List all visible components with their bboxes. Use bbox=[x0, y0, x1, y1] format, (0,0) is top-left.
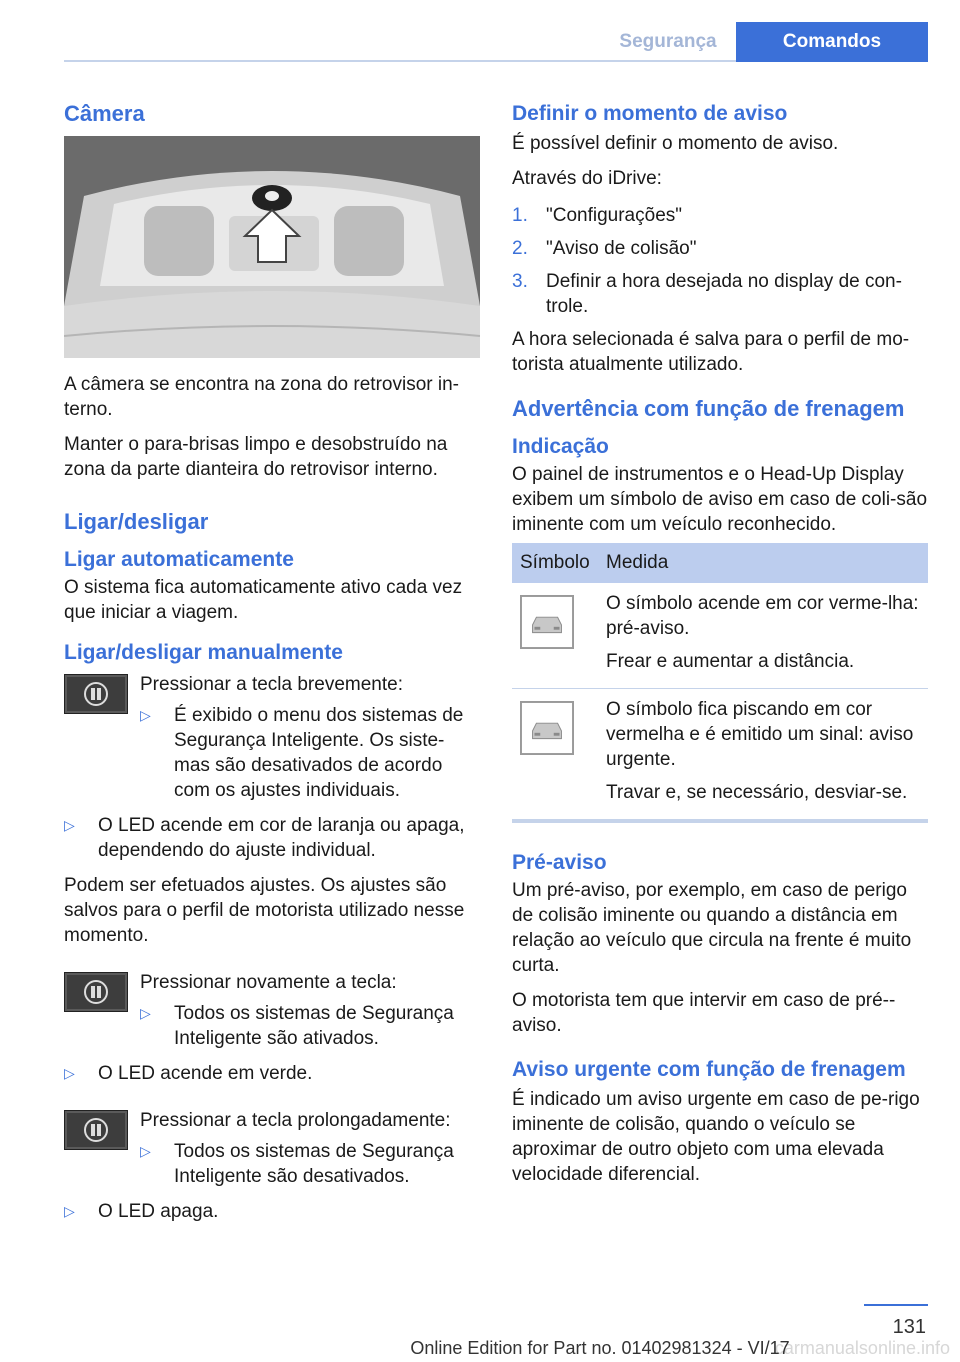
edition-note: Online Edition for Part no. 01402981324 - VI/17 bbox=[410, 1338, 790, 1358]
step-text: "Configurações" bbox=[546, 205, 683, 226]
press-short-label: Pressionar a tecla brevemente: bbox=[140, 674, 403, 695]
prewarn-heading: Pré-aviso bbox=[512, 851, 607, 874]
list-item bbox=[64, 813, 480, 863]
prewarn-paragraph-1: Um pré-aviso, por exemplo, em caso de perigo de colisão iminente ou quando a distância em relação ao veículo que circula na frente é muito curta. bbox=[512, 880, 912, 976]
list-item bbox=[512, 269, 928, 319]
led-green-note: O LED acende em verde. bbox=[98, 1063, 313, 1084]
settings-paragraph: Podem ser efetuados ajustes. Os ajustes são salvos para o perfil de motorista utilizado nesse momento. bbox=[64, 875, 465, 946]
table-end-rule bbox=[512, 819, 928, 823]
driver-assist-button-icon bbox=[64, 674, 128, 714]
table-header-measure: Medida bbox=[606, 552, 669, 573]
list-item bbox=[512, 203, 928, 228]
led-orange-note: O LED acende em cor de laranja ou apaga, dependendo do ajuste individual. bbox=[98, 815, 465, 861]
symbol-row-2-line-1: O símbolo fica piscando em cor vermelha e é emitido um sinal: aviso urgente. bbox=[606, 699, 914, 770]
page-number: 131 bbox=[892, 1316, 926, 1338]
list-item bbox=[64, 1061, 480, 1086]
step-number: 2. bbox=[512, 238, 528, 259]
triangle-right-icon: ▷ bbox=[64, 1065, 75, 1081]
table-header-symbol: Símbolo bbox=[520, 552, 590, 573]
press-short-block bbox=[64, 672, 480, 813]
triangle-right-icon: ▷ bbox=[140, 1143, 151, 1159]
manual-heading: Ligar/desligar manualmente bbox=[64, 641, 343, 664]
driver-assist-button-icon bbox=[64, 1110, 128, 1150]
camera-location-illustration bbox=[64, 136, 480, 358]
header-tab-chapter[interactable]: Comandos bbox=[736, 22, 928, 62]
led-off-note: O LED apaga. bbox=[98, 1201, 219, 1222]
prewarn-paragraph-2: O motorista tem que intervir em caso de pré--aviso. bbox=[512, 990, 896, 1036]
press-again-label: Pressionar novamente a tecla: bbox=[140, 972, 397, 993]
list-item bbox=[140, 1001, 480, 1051]
press-again-result: Todos os sistemas de Segurança Inteligente são ativados. bbox=[174, 1003, 454, 1049]
list-item bbox=[140, 703, 480, 803]
indication-paragraph: O painel de instrumentos e o Head-Up Display exibem um símbolo de aviso em caso de coli-são iminente com um veículo reconhecido. bbox=[512, 464, 928, 535]
press-long-label: Pressionar a tecla prolongadamente: bbox=[140, 1110, 451, 1131]
step-number: 3. bbox=[512, 271, 528, 292]
step-number: 1. bbox=[512, 205, 528, 226]
symbol-row-1-line-1: O símbolo acende em cor verme-lha: pré-aviso. bbox=[606, 593, 919, 639]
indication-heading: Indicação bbox=[512, 435, 609, 458]
right-column bbox=[512, 100, 928, 1197]
list-item bbox=[64, 1199, 480, 1224]
triangle-right-icon: ▷ bbox=[140, 707, 151, 723]
watermark: carmanualsonline.info bbox=[774, 1338, 950, 1358]
symbol-row-2-line-2: Travar e, se necessário, desviar-se. bbox=[606, 782, 908, 803]
via-idrive-label: Através do iDrive: bbox=[512, 168, 662, 189]
car-warning-symbol-icon bbox=[520, 701, 574, 755]
triangle-right-icon: ▷ bbox=[64, 1203, 75, 1219]
urgent-paragraph: É indicado um aviso urgente em caso de pe-rigo iminente de colisão, quando o veículo se aproximar de outro objeto com uma elevada velocidade diferencial. bbox=[512, 1089, 920, 1185]
camera-paragraph-2: Manter o para-brisas limpo e desobstruído na zona da parte dianteira do retrovisor interno. bbox=[64, 434, 448, 480]
press-long-block bbox=[64, 1108, 480, 1199]
table-header bbox=[512, 543, 928, 583]
car-warning-symbol-icon bbox=[520, 595, 574, 649]
list-item bbox=[140, 1139, 480, 1189]
step-text: Definir a hora desejada no display de con-trole. bbox=[546, 271, 902, 317]
triangle-right-icon: ▷ bbox=[140, 1005, 151, 1021]
step-text: "Aviso de colisão" bbox=[546, 238, 697, 259]
left-column bbox=[64, 100, 480, 1234]
table-row bbox=[512, 583, 928, 689]
brake-warning-heading: Advertência com função de frenagem bbox=[512, 396, 905, 421]
urgent-heading: Aviso urgente com função de frenagem bbox=[512, 1058, 906, 1081]
camera-heading: Câmera bbox=[64, 101, 145, 126]
onoff-heading: Ligar/desligar bbox=[64, 509, 209, 534]
camera-paragraph-1: A câmera se encontra na zona do retrovisor in-terno. bbox=[64, 374, 459, 420]
auto-heading: Ligar automaticamente bbox=[64, 548, 294, 571]
symbol-row-1-line-2: Frear e aumentar a distância. bbox=[606, 651, 855, 672]
list-item bbox=[512, 236, 928, 261]
table-row bbox=[512, 689, 928, 819]
warn-time-heading: Definir o momento de aviso bbox=[512, 102, 788, 125]
footer-rule bbox=[864, 1304, 928, 1306]
symbol-table bbox=[512, 543, 928, 823]
press-long-result: Todos os sistemas de Segurança Inteligente são desativados. bbox=[174, 1141, 454, 1187]
saved-paragraph: A hora selecionada é salva para o perfil de mo-torista atualmente utilizado. bbox=[512, 329, 910, 375]
triangle-right-icon: ▷ bbox=[64, 817, 75, 833]
header-tab-section[interactable]: Segurança bbox=[619, 31, 717, 52]
press-again-block bbox=[64, 970, 480, 1061]
press-short-result: É exibido o menu dos sistemas de Segurança Inteligente. Os siste-mas são desativados de acordo com os ajustes individuais. bbox=[174, 705, 464, 801]
driver-assist-button-icon bbox=[64, 972, 128, 1012]
warn-time-paragraph: É possível definir o momento de aviso. bbox=[512, 133, 839, 154]
auto-paragraph: O sistema fica automaticamente ativo cada vez que iniciar a viagem. bbox=[64, 577, 463, 623]
